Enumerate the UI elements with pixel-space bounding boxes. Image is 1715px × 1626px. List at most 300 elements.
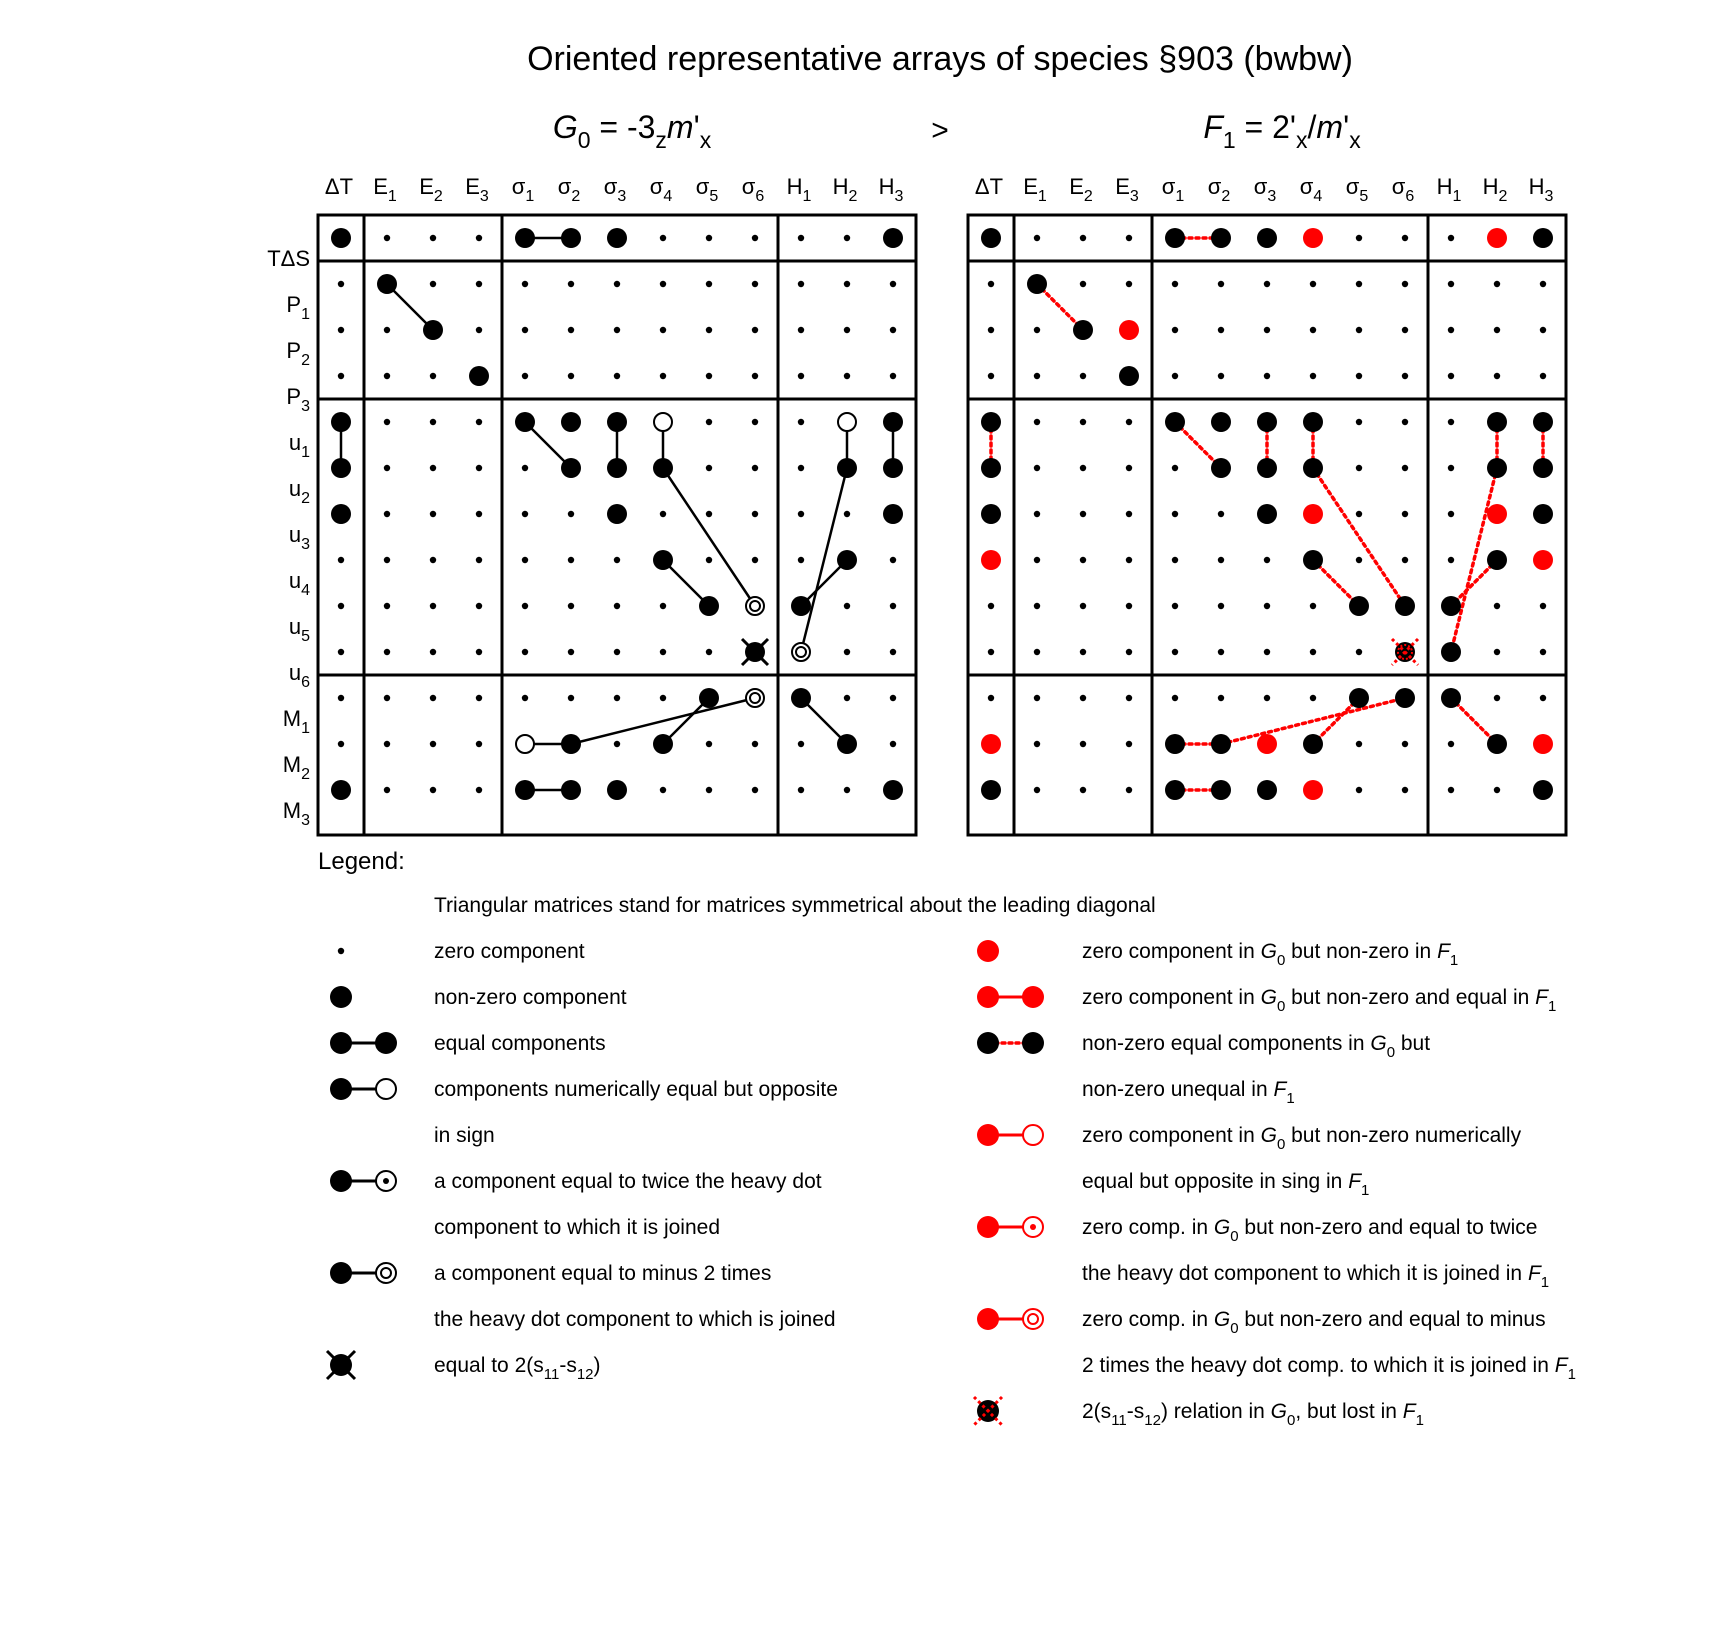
zero-component: [798, 787, 804, 793]
nonzero-component: [1395, 688, 1415, 708]
zero-component: [384, 557, 390, 563]
zero-component: [1080, 787, 1086, 793]
zero-component: [568, 557, 574, 563]
zero-component: [476, 695, 482, 701]
zero-component: [706, 419, 712, 425]
legend-right-item: [977, 1308, 1576, 1383]
legend-big-dot: [330, 986, 352, 1008]
zero-component: [1218, 603, 1224, 609]
zero-component: [660, 603, 666, 609]
zero-component: [1172, 373, 1178, 379]
opposite-sign-component: [838, 413, 856, 431]
zero-component: [660, 281, 666, 287]
zero-component: [522, 511, 528, 517]
zero-component: [1080, 235, 1086, 241]
legend-red-dot: [977, 940, 999, 962]
zero-component: [660, 787, 666, 793]
minus-two-times-ring: [796, 647, 806, 657]
nonzero-component: [1533, 504, 1553, 524]
panel-heading-G0: $G_0 = -3_zm'_x$: [552, 109, 712, 153]
legend-left-item: [330, 1170, 822, 1239]
zero-component: [1034, 373, 1040, 379]
nonzero-component: [515, 780, 535, 800]
legend-pair-right: [375, 1032, 397, 1054]
zero-component: [384, 787, 390, 793]
legend-left-item: [330, 986, 627, 1009]
nonzero-component: [331, 458, 351, 478]
zero-component: [1356, 235, 1362, 241]
legend-pair-left: [330, 1032, 352, 1054]
legend-pair-right: [1022, 986, 1044, 1008]
nonzero-component: [607, 412, 627, 432]
zero-component: [752, 557, 758, 563]
nonzero-component: [1487, 734, 1507, 754]
column-label: $E_2$: [1069, 174, 1093, 205]
zero-component: [338, 649, 344, 655]
zero-component: [430, 235, 436, 241]
column-label: $E_1$: [373, 174, 397, 205]
zero-component: [752, 419, 758, 425]
zero-component: [522, 695, 528, 701]
nonzero-component: [981, 458, 1001, 478]
zero-component: [614, 741, 620, 747]
zero-component: [1540, 603, 1546, 609]
legend-text: zero component: [434, 940, 585, 963]
panel-F1: [968, 109, 1566, 835]
zero-component: [890, 695, 896, 701]
zero-component: [1356, 373, 1362, 379]
nonzero-component: [981, 504, 1001, 524]
zero-component: [1448, 327, 1454, 333]
legend-right-item: [977, 940, 1458, 969]
column-label: $\sigma_3$: [603, 174, 627, 205]
zero-component: [1402, 281, 1408, 287]
nonzero-component: [515, 412, 535, 432]
zero-component: [568, 327, 574, 333]
legend-small-dot: [338, 948, 344, 954]
column-label: $\sigma_2$: [1207, 174, 1231, 205]
legend-text: components numerically equal but opposite: [434, 1078, 838, 1101]
nonzero-component: [561, 458, 581, 478]
zero-component: [1218, 695, 1224, 701]
zero-component: [614, 557, 620, 563]
zero-component: [522, 327, 528, 333]
row-label: $u_3$: [288, 522, 310, 553]
zero-component: [1126, 741, 1132, 747]
zero-component: [476, 419, 482, 425]
legend-text: non-zero equal components in $G_0$ but: [1082, 1032, 1431, 1061]
zero-component: [706, 741, 712, 747]
legend-text: a component equal to twice the heavy dot: [434, 1170, 822, 1193]
zero-component: [1448, 741, 1454, 747]
zero-component: [1080, 373, 1086, 379]
zero-component: [988, 649, 994, 655]
zero-component: [1402, 465, 1408, 471]
zero-component: [614, 649, 620, 655]
zero-component: [522, 603, 528, 609]
zero-component: [1264, 557, 1270, 563]
zero-component: [890, 557, 896, 563]
legend-text: component to which it is joined: [434, 1216, 720, 1239]
zero-component: [752, 281, 758, 287]
zero-component: [1172, 603, 1178, 609]
zero-component: [614, 373, 620, 379]
zero-component: [384, 511, 390, 517]
nonzero-component: [1441, 642, 1461, 662]
row-label: $u_5$: [288, 614, 310, 645]
zero-component: [1494, 281, 1500, 287]
nonzero-component: [699, 596, 719, 616]
zero-component: [338, 281, 344, 287]
zero-component: [1218, 649, 1224, 655]
zero-component: [476, 787, 482, 793]
nonzero-component: [883, 780, 903, 800]
zero-component: [430, 603, 436, 609]
zero-component: [844, 281, 850, 287]
column-label: $H_2$: [1482, 174, 1508, 205]
zero-component: [1126, 695, 1132, 701]
nonzero-component: [883, 228, 903, 248]
zero-component: [430, 557, 436, 563]
zero-component: [1494, 649, 1500, 655]
zero-component: [798, 511, 804, 517]
nonzero-component: [1257, 504, 1277, 524]
row-label: $u_2$: [288, 476, 310, 507]
zero-component: [844, 787, 850, 793]
zero-component: [988, 373, 994, 379]
zero-component: [890, 649, 896, 655]
legend-text: non-zero unequal in $F_1$: [1082, 1078, 1295, 1107]
nonzero-component: [1533, 780, 1553, 800]
zero-component: [1494, 787, 1500, 793]
zero-component: [752, 511, 758, 517]
legend-text: the heavy dot component to which it is joined in $F_1$: [1082, 1262, 1550, 1291]
nonzero-component: [1487, 550, 1507, 570]
zero-component: [1310, 649, 1316, 655]
legend-pair-center-dot: [1030, 1224, 1036, 1230]
zero-component: [430, 649, 436, 655]
zero-component: [1402, 235, 1408, 241]
nonzero-component: [653, 458, 673, 478]
legend-heading: Legend:: [318, 848, 405, 875]
zero-component: [1402, 557, 1408, 563]
zero-component: [430, 419, 436, 425]
legend-left-item: [327, 1351, 601, 1383]
zero-component: [660, 649, 666, 655]
column-label: $\sigma_1$: [511, 174, 535, 205]
new-nonzero-component: [1303, 228, 1323, 248]
nonzero-component: [837, 550, 857, 570]
nonzero-component: [561, 734, 581, 754]
legend-text: zero component in $G_0$ but non-zero and equal in $F_1$: [1082, 986, 1557, 1015]
nonzero-component: [1165, 412, 1185, 432]
nonzero-component: [561, 780, 581, 800]
legend-text: zero comp. in $G_0$ but non-zero and equal to minus: [1082, 1308, 1546, 1337]
zero-component: [1126, 649, 1132, 655]
legend-left-item: [338, 940, 585, 963]
column-label: $\sigma_4$: [1299, 174, 1323, 205]
zero-component: [1264, 281, 1270, 287]
nonzero-component: [1211, 412, 1231, 432]
zero-component: [1540, 281, 1546, 287]
legend-text: non-zero component: [434, 986, 627, 1009]
zero-component: [338, 557, 344, 563]
legend-text: equal components: [434, 1032, 606, 1055]
zero-component: [890, 327, 896, 333]
row-label: $P_3$: [286, 384, 310, 415]
nonzero-component: [1073, 320, 1093, 340]
zero-component: [706, 327, 712, 333]
column-label: $\sigma_3$: [1253, 174, 1277, 205]
zero-component: [660, 695, 666, 701]
zero-component: [1034, 419, 1040, 425]
zero-component: [988, 281, 994, 287]
zero-component: [1034, 511, 1040, 517]
zero-component: [1402, 511, 1408, 517]
zero-component: [1448, 787, 1454, 793]
nonzero-component: [791, 596, 811, 616]
zero-component: [1126, 557, 1132, 563]
zero-component: [1540, 373, 1546, 379]
zero-component: [384, 373, 390, 379]
legend-pair-left: [330, 1170, 352, 1192]
zero-component: [522, 281, 528, 287]
zero-component: [660, 235, 666, 241]
zero-component: [798, 465, 804, 471]
zero-component: [1540, 327, 1546, 333]
zero-component: [890, 281, 896, 287]
zero-component: [522, 649, 528, 655]
legend-right-item: [977, 986, 1556, 1015]
zero-component: [476, 741, 482, 747]
legend-right-item: [974, 1397, 1424, 1429]
nonzero-component: [1441, 688, 1461, 708]
zero-component: [1494, 327, 1500, 333]
nonzero-component: [981, 412, 1001, 432]
minus-two-times-ring: [750, 601, 760, 611]
nonzero-component: [1211, 780, 1231, 800]
new-nonzero-component: [1303, 780, 1323, 800]
zero-component: [1310, 327, 1316, 333]
nonzero-component: [331, 412, 351, 432]
zero-component: [338, 603, 344, 609]
legend-text: zero comp. in $G_0$ but non-zero and equal to twice: [1082, 1216, 1538, 1245]
column-label: $\sigma_6$: [1391, 174, 1415, 205]
zero-component: [1172, 511, 1178, 517]
zero-component: [706, 557, 712, 563]
column-label: $E_1$: [1023, 174, 1047, 205]
nonzero-component: [837, 734, 857, 754]
column-label: $E_3$: [1115, 174, 1139, 205]
zero-component: [706, 373, 712, 379]
new-nonzero-component: [1487, 504, 1507, 524]
row-label: $P_2$: [286, 338, 310, 369]
legend-pair-right-open: [1023, 1125, 1043, 1145]
legend-pair-left: [977, 1216, 999, 1238]
legend-pair-right-open: [376, 1079, 396, 1099]
zero-component: [430, 695, 436, 701]
zero-component: [476, 327, 482, 333]
nonzero-component: [791, 688, 811, 708]
column-label: $\sigma_5$: [1345, 174, 1369, 205]
zero-component: [706, 649, 712, 655]
legend-pair-inner-ring: [1028, 1314, 1038, 1324]
zero-component: [522, 465, 528, 471]
zero-component: [1080, 557, 1086, 563]
zero-component: [476, 557, 482, 563]
nonzero-component: [1533, 412, 1553, 432]
zero-component: [1540, 649, 1546, 655]
nonzero-component: [1303, 734, 1323, 754]
nonzero-component: [377, 274, 397, 294]
column-label: $\sigma_4$: [649, 174, 673, 205]
zero-component: [384, 465, 390, 471]
zero-component: [890, 741, 896, 747]
zero-component: [1402, 419, 1408, 425]
zero-component: [1034, 235, 1040, 241]
row-label: TΔS: [267, 246, 310, 271]
new-nonzero-component: [1257, 734, 1277, 754]
nonzero-component: [607, 228, 627, 248]
zero-component: [1310, 695, 1316, 701]
link-equal: [663, 468, 755, 606]
zero-component: [1080, 741, 1086, 747]
zero-component: [1356, 557, 1362, 563]
legend-text: the heavy dot component to which is joined: [434, 1308, 836, 1331]
zero-component: [1034, 557, 1040, 563]
zero-component: [568, 281, 574, 287]
zero-component: [1310, 373, 1316, 379]
zero-component: [752, 741, 758, 747]
column-label: $H_2$: [832, 174, 858, 205]
nonzero-component: [653, 550, 673, 570]
zero-component: [1080, 603, 1086, 609]
nonzero-component: [561, 412, 581, 432]
row-label: $u_4$: [288, 568, 310, 599]
nonzero-component: [883, 412, 903, 432]
zero-component: [1264, 327, 1270, 333]
column-label: $\sigma_1$: [1161, 174, 1185, 205]
nonzero-component: [1027, 274, 1047, 294]
legend-text: a component equal to minus 2 times: [434, 1262, 772, 1285]
zero-component: [338, 373, 344, 379]
row-label: $u_1$: [288, 430, 310, 461]
legend-text: $2(s_{11}-s_{12})$ relation in $G_0$, but lost in $F_1$: [1082, 1400, 1424, 1429]
zero-component: [430, 787, 436, 793]
zero-component: [752, 327, 758, 333]
zero-component: [1080, 281, 1086, 287]
legend: [318, 848, 1576, 1429]
zero-component: [476, 465, 482, 471]
nonzero-component: [1165, 780, 1185, 800]
nonzero-component: [469, 366, 489, 386]
zero-component: [614, 695, 620, 701]
opposite-sign-component: [516, 735, 534, 753]
zero-component: [1172, 465, 1178, 471]
new-nonzero-component: [1303, 504, 1323, 524]
zero-component: [1264, 603, 1270, 609]
zero-component: [522, 557, 528, 563]
zero-component: [1218, 281, 1224, 287]
legend-pair-left: [977, 986, 999, 1008]
zero-component: [1402, 741, 1408, 747]
legend-pair-left: [977, 1124, 999, 1146]
column-label: $\sigma_2$: [557, 174, 581, 205]
nonzero-component: [837, 458, 857, 478]
zero-component: [1080, 465, 1086, 471]
legend-text: zero component in $G_0$ but non-zero in $F_1$: [1082, 940, 1459, 969]
zero-component: [1448, 511, 1454, 517]
zero-component: [798, 373, 804, 379]
zero-component: [1448, 281, 1454, 287]
zero-component: [706, 511, 712, 517]
nonzero-component: [653, 734, 673, 754]
zero-component: [752, 235, 758, 241]
zero-component: [660, 373, 666, 379]
zero-component: [430, 281, 436, 287]
zero-component: [1540, 695, 1546, 701]
legend-pair-inner-ring: [381, 1268, 391, 1278]
nonzero-component: [331, 780, 351, 800]
legend-note: Triangular matrices stand for matrices symmetrical about the leading diagonal: [434, 894, 1156, 917]
opposite-sign-component: [654, 413, 672, 431]
panel-G0: [267, 109, 916, 835]
nonzero-component: [981, 780, 1001, 800]
nonzero-component: [1165, 228, 1185, 248]
nonzero-component: [607, 504, 627, 524]
row-label: $u_6$: [288, 660, 310, 691]
zero-component: [798, 557, 804, 563]
zero-component: [798, 419, 804, 425]
new-nonzero-component: [981, 550, 1001, 570]
zero-component: [1448, 557, 1454, 563]
zero-component: [1356, 419, 1362, 425]
zero-component: [384, 603, 390, 609]
legend-pair-right: [1022, 1032, 1044, 1054]
zero-component: [798, 741, 804, 747]
zero-component: [1356, 511, 1362, 517]
nonzero-component: [561, 228, 581, 248]
nonzero-component: [1441, 596, 1461, 616]
nonzero-component: [607, 458, 627, 478]
column-label: ΔT: [324, 174, 354, 199]
panel-heading-F1: $F_1 = 2'_x/m'_x$: [1203, 109, 1361, 153]
zero-component: [568, 649, 574, 655]
zero-component: [1034, 695, 1040, 701]
zero-component: [614, 603, 620, 609]
nonzero-component: [1165, 734, 1185, 754]
zero-component: [752, 465, 758, 471]
zero-component: [706, 787, 712, 793]
zero-component: [1356, 327, 1362, 333]
nonzero-component: [1257, 412, 1277, 432]
nonzero-component: [1303, 412, 1323, 432]
zero-component: [338, 695, 344, 701]
nonzero-component: [1533, 458, 1553, 478]
zero-component: [476, 281, 482, 287]
column-label: $H_3$: [1528, 174, 1554, 205]
zero-component: [1494, 603, 1500, 609]
new-nonzero-component: [981, 734, 1001, 754]
zero-component: [1310, 603, 1316, 609]
zero-component: [338, 741, 344, 747]
zero-component: [660, 327, 666, 333]
zero-component: [1402, 327, 1408, 333]
zero-component: [1080, 695, 1086, 701]
zero-component: [476, 511, 482, 517]
zero-component: [1448, 419, 1454, 425]
nonzero-component: [331, 504, 351, 524]
